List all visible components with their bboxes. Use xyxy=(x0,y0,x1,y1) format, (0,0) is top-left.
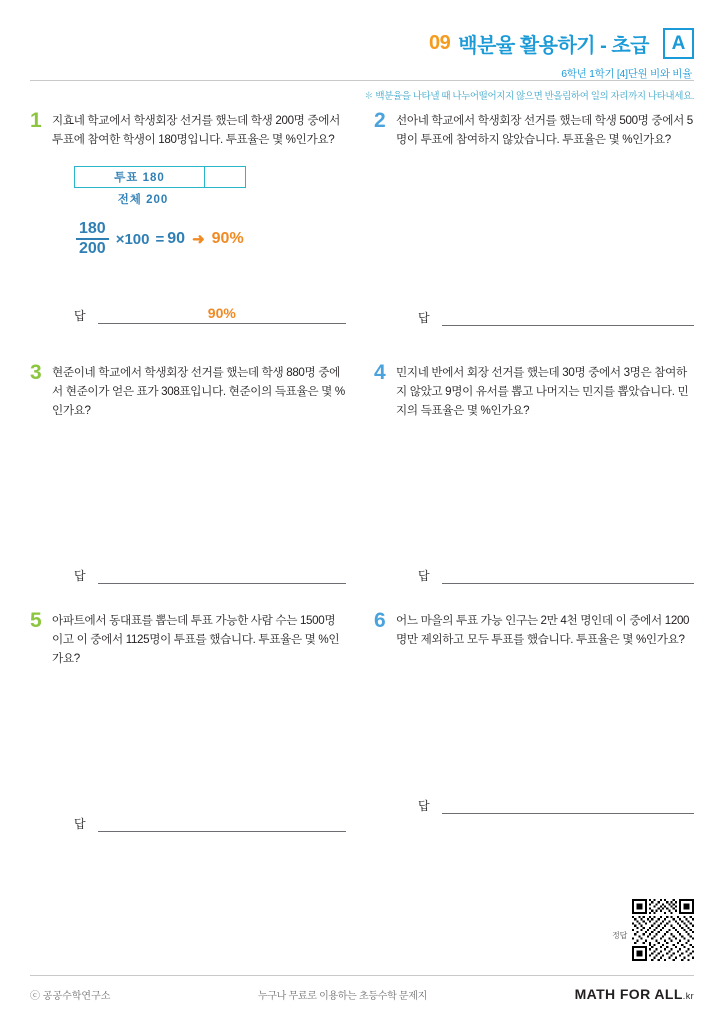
brand-suffix: .kr xyxy=(682,991,694,1001)
problem-header-6 xyxy=(374,609,694,650)
problem-text-1: 지효네 학교에서 학생회장 선거를 했는데 학생 200명 중에서 투표에 참여한 학생이 180명입니다. 투표율은 몇 %인가요? xyxy=(52,114,340,146)
header-divider xyxy=(30,80,694,81)
problem-cell-1 xyxy=(30,109,362,364)
fraction xyxy=(76,221,109,259)
answer-row-6 xyxy=(418,796,694,814)
answer-label-6: 답 xyxy=(418,798,430,813)
page-subtitle: 6학년 1학기 [4]단원 비와 비율 xyxy=(561,68,692,80)
total-label: 전체 200 xyxy=(117,193,169,206)
problem-header-2 xyxy=(374,109,694,150)
answer-input-1[interactable] xyxy=(98,306,346,324)
answer-input-4[interactable] xyxy=(442,566,694,584)
problem-text-4: 민지네 반에서 회장 선거를 했는데 30명 중에서 3명은 참여하지 않았고 9명이 유서를 뽑고 나머지는 민지를 뽑았습니다. 민지의 득표율은 몇 %인가요? xyxy=(396,366,689,417)
answer-row-2 xyxy=(418,308,694,326)
brand-name: MATH FOR ALL xyxy=(574,986,683,1002)
problem-text-5: 아파트에서 동대표를 뽑는데 투표 가능한 사람 수는 1500명이고 이 중에서 1125명이 투표를 했습니다. 투표율은 몇 %인가요? xyxy=(52,614,340,665)
answer-row-4 xyxy=(418,566,694,584)
problem-row xyxy=(30,609,694,860)
qr-label: 정답 xyxy=(612,931,627,940)
answer-row-1 xyxy=(74,306,346,324)
problem-header-1 xyxy=(30,109,346,150)
page-title: 백분율 활용하기 - 초급 xyxy=(458,35,649,57)
answer-label-3: 답 xyxy=(74,569,86,584)
answer-label-1: 답 xyxy=(74,309,86,324)
problem-cell-5 xyxy=(30,609,362,860)
worked-example-box xyxy=(74,166,246,207)
worked-calculation xyxy=(76,221,346,259)
equals-operator: = xyxy=(155,230,165,248)
brand-logo xyxy=(575,986,694,1002)
instruction-note: ✽ 백분율을 나타낼 때 나누어떨어지지 않으면 반올림하여 일의 자리까지 나타내세요. xyxy=(364,91,694,102)
problem-header-4 xyxy=(374,361,694,420)
product-value: 90 xyxy=(167,230,186,248)
level-badge: A xyxy=(663,28,694,59)
answer-label-2: 답 xyxy=(418,310,430,325)
answer-row-5 xyxy=(74,814,346,832)
problem-text-6: 어느 마을의 투표 가능 인구는 2만 4천 명인데 이 중에서 1200명만 제외하고 모두 투표를 했습니다. 투표율은 몇 %인가요? xyxy=(396,614,690,646)
arrow-icon: ➜ xyxy=(192,231,205,249)
problem-cell-4 xyxy=(362,361,694,612)
header-title-row xyxy=(274,28,694,59)
problem-text-2: 선아네 학교에서 학생회장 선거를 했는데 학생 500명 중에서 5명이 투표에 참여하지 않았습니다. 투표율은 몇 %인가요? xyxy=(396,114,693,146)
qr-code[interactable] xyxy=(632,899,694,961)
fraction-denominator: 200 xyxy=(76,238,109,258)
multiply-operator: ×100 xyxy=(115,230,150,248)
answer-label-4: 답 xyxy=(418,569,430,584)
answer-input-3[interactable] xyxy=(98,566,346,584)
problem-number-2: 2 xyxy=(374,109,386,132)
problem-number-5: 5 xyxy=(30,609,42,632)
answer-input-5[interactable] xyxy=(98,814,346,832)
result-value: 90% xyxy=(211,230,244,248)
problem-cell-2 xyxy=(362,109,694,364)
problem-number-6: 6 xyxy=(374,609,386,632)
problem-row xyxy=(30,361,694,612)
unit-number: 09 xyxy=(429,32,451,54)
page-header xyxy=(274,28,694,81)
fraction-numerator: 180 xyxy=(79,219,106,237)
problem-number-4: 4 xyxy=(374,361,386,384)
problem-text-3: 현준이네 학교에서 학생회장 선거를 했는데 학생 880명 중에서 현준이가 얻은 표가 308표입니다. 현준이의 득표율은 몇 %인가요? xyxy=(52,366,345,417)
answer-input-2[interactable] xyxy=(442,308,694,326)
problem-cell-6 xyxy=(362,609,694,860)
footer-divider xyxy=(30,975,694,976)
vote-remainder-cell xyxy=(204,167,245,187)
problem-number-1: 1 xyxy=(30,109,42,132)
vote-bar xyxy=(74,166,246,188)
problem-grid xyxy=(30,109,694,860)
answer-value-1: 90% xyxy=(207,305,236,322)
answer-row-3 xyxy=(74,566,346,584)
problem-header-5 xyxy=(30,609,346,668)
problem-header-3 xyxy=(30,361,346,420)
vote-label: 투표 180 xyxy=(114,171,165,184)
problem-cell-3 xyxy=(30,361,362,612)
page-footer xyxy=(30,986,694,1002)
footer-tagline: 누구나 무료로 이용하는 초등수학 문제지 xyxy=(257,990,427,1002)
answer-label-5: 답 xyxy=(74,817,86,832)
answer-input-6[interactable] xyxy=(442,796,694,814)
qr-section xyxy=(612,899,694,961)
problem-row xyxy=(30,109,694,364)
problem-number-3: 3 xyxy=(30,361,42,384)
copyright-text: ⓒ 공공수학연구소 xyxy=(30,990,111,1002)
qr-code-svg xyxy=(632,899,694,961)
